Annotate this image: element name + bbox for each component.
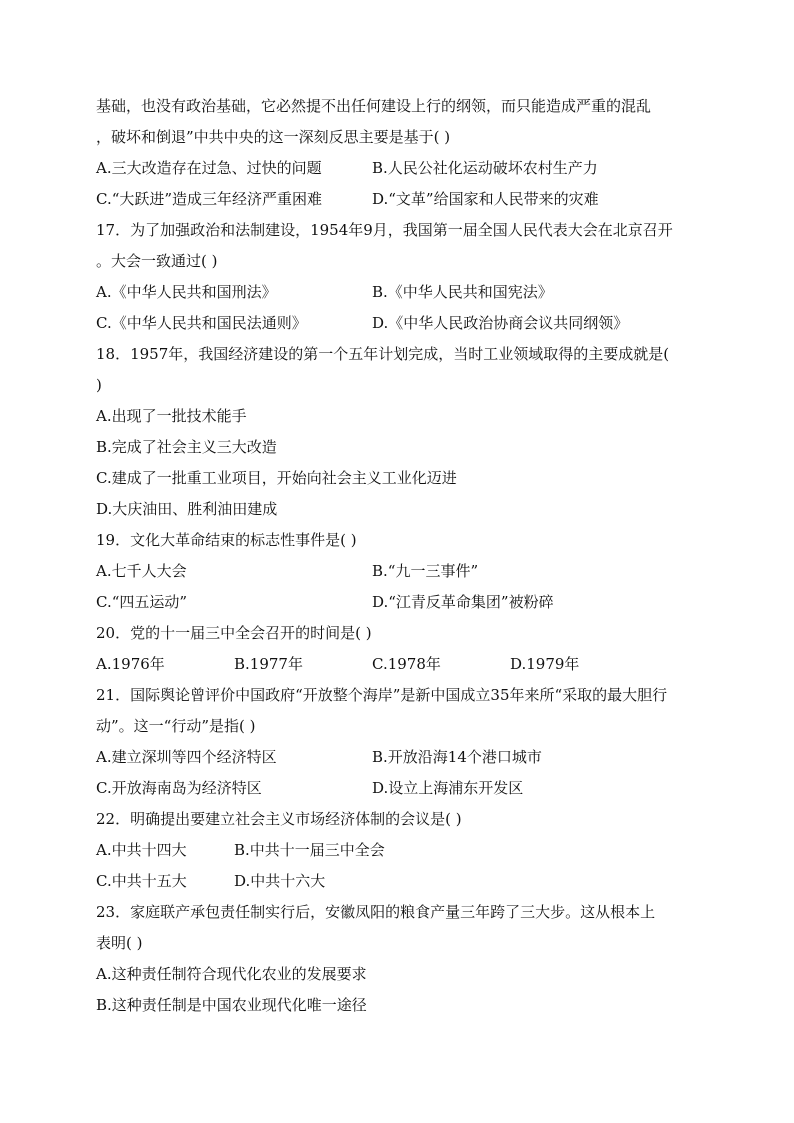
q18-stem-line1: 18．1957年，我国经济建设的第一个五年计划完成，当时工业领域取得的主要成就是( xyxy=(96,345,670,363)
q23-stem-line1: 23．家庭联产承包责任制实行后，安徽凤阳的粮食产量三年跨了三大步。这从根本上 xyxy=(96,903,656,921)
q22-option-d: D.中共十六大 xyxy=(234,872,326,890)
q21-option-c: C.开放海南岛为经济特区 xyxy=(96,779,262,797)
q16-stem-line1: 基础，也没有政治基础，它必然提不出任何建设上行的纲领，而只能造成严重的混乱 xyxy=(96,97,652,115)
q21-option-a: A.建立深圳等四个经济特区 xyxy=(96,748,277,766)
q19-option-c: C.“四五运动” xyxy=(96,593,188,611)
q20-option-d: D.1979年 xyxy=(510,655,580,673)
q16-option-c: C.“大跃进”造成三年经济严重困难 xyxy=(96,190,323,208)
q17-stem-line2: 。大会一致通过( ) xyxy=(96,252,218,270)
q22-option-a: A.中共十四大 xyxy=(96,841,187,859)
q16-option-a: A.三大改造存在过急、过快的问题 xyxy=(96,159,322,177)
q19-option-d: D.“江青反革命集团”被粉碎 xyxy=(372,593,554,611)
q20-option-b: B.1977年 xyxy=(234,655,303,673)
q17-option-b: B.《中华人民共和国宪法》 xyxy=(372,283,553,301)
q17-option-d: D.《中华人民政治协商会议共同纲领》 xyxy=(372,314,629,332)
q18-stem-line2: ) xyxy=(96,376,102,394)
q20-option-a: A.1976年 xyxy=(96,655,165,673)
q22-option-b: B.中共十一届三中全会 xyxy=(234,841,385,859)
q21-stem-line2: 动”。这一“行动”是指( ) xyxy=(96,717,256,735)
q21-stem-line1: 21．国际舆论曾评价中国政府“开放整个海岸”是新中国成立35年来所“采取的最大胆行 xyxy=(96,686,668,704)
q19-stem: 19．文化大革命结束的标志性事件是( ) xyxy=(96,531,357,549)
q19-option-a: A.七千人大会 xyxy=(96,562,187,580)
q23-option-b: B.这种责任制是中国农业现代化唯一途径 xyxy=(96,996,367,1014)
q17-option-a: A.《中华人民共和国刑法》 xyxy=(96,283,277,301)
q21-option-d: D.设立上海浦东开发区 xyxy=(372,779,524,797)
q18-option-b: B.完成了社会主义三大改造 xyxy=(96,438,277,456)
q17-stem-line1: 17．为了加强政治和法制建设，1954年9月，我国第一届全国人民代表大会在北京召开 xyxy=(96,221,673,239)
q17-option-c: C.《中华人民共和国民法通则》 xyxy=(96,314,307,332)
q20-stem: 20．党的十一届三中全会召开的时间是( ) xyxy=(96,624,372,642)
q22-option-c: C.中共十五大 xyxy=(96,872,187,890)
q16-option-b: B.人民公社化运动破坏农村生产力 xyxy=(372,159,598,177)
q19-option-b: B.“九一三事件” xyxy=(372,562,479,580)
q23-stem-line2: 表明( ) xyxy=(96,934,143,952)
q18-option-d: D.大庆油田、胜利油田建成 xyxy=(96,500,278,518)
q22-stem: 22．明确提出要建立社会主义市场经济体制的会议是( ) xyxy=(96,810,462,828)
q16-option-d: D.“文革”给国家和人民带来的灾难 xyxy=(372,190,599,208)
q16-stem-line2: ，破坏和倒退”中共中央的这一深刻反思主要是基于( ) xyxy=(96,128,451,146)
q18-option-a: A.出现了一批技术能手 xyxy=(96,407,247,425)
q18-option-c: C.建成了一批重工业项目，开始向社会主义工业化迈进 xyxy=(96,469,457,487)
q20-option-c: C.1978年 xyxy=(372,655,441,673)
q21-option-b: B.开放沿海14个港口城市 xyxy=(372,748,542,766)
q23-option-a: A.这种责任制符合现代化农业的发展要求 xyxy=(96,965,367,983)
